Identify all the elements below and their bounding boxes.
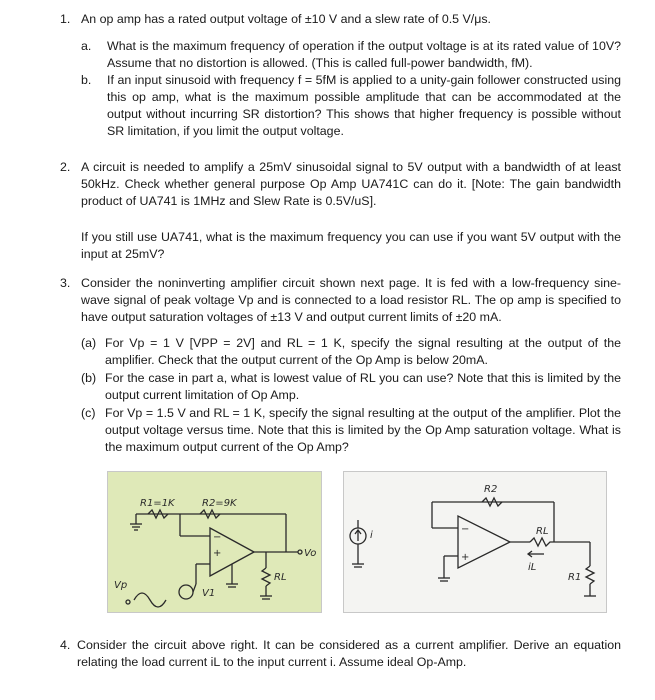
current-amplifier-diagram xyxy=(344,472,606,612)
v1-label: V1 xyxy=(202,588,216,599)
vo-label: Vo xyxy=(304,548,317,559)
r1-label: R1=1K xyxy=(140,498,175,509)
il-label: iL xyxy=(528,562,537,573)
question-number: 3. xyxy=(60,276,71,290)
question-number: 4. xyxy=(60,638,71,652)
r2-label: R2=9K xyxy=(202,498,237,509)
question-text: Consider the circuit above right. It can be considered as a current amplifier. Derive an equation relating the load current iL to the input current i. Assume ideal Op-Amp. xyxy=(77,638,621,669)
subquestion-label: a. xyxy=(81,39,92,53)
subquestion-text: For Vp = 1.5 V and RL = 1 K, specify the signal resulting at the output of the amplifier. Plot the output voltage versus time. Note that this is limited by the Op Amp saturation voltage. What is the maximum output current of the Op Amp? xyxy=(105,406,621,454)
plus-sign: + xyxy=(461,552,470,563)
noninverting-amplifier-figure xyxy=(107,471,322,613)
question-number: 2. xyxy=(60,160,71,174)
rl-label: RL xyxy=(274,572,287,583)
subquestion-text: If an input sinusoid with frequency f = 5fM is applied to a unity-gain follower constructed using this op amp, what is the maximum possible amplitude that can be accommodated at the output without incurring SR distortion? This shows that higher frequency is possible without SR limitation, if you limit the output voltage. xyxy=(107,73,621,138)
minus-sign: − xyxy=(213,532,222,543)
subquestion-label: b. xyxy=(81,73,92,87)
i-label: i xyxy=(370,530,373,541)
subquestion-label: (a) xyxy=(81,336,97,350)
r2-label: R2 xyxy=(484,484,498,495)
question-number: 1. xyxy=(60,12,71,26)
subquestion-text: For Vp = 1 V [VPP = 2V] and RL = 1 K, specify the signal resulting at the output of the amplifier. Check that the output current of the Op Amp is below 20mA. xyxy=(105,336,621,367)
minus-sign: − xyxy=(461,524,470,535)
question-text: An op amp has a rated output voltage of ±10 V and a slew rate of 0.5 V/μs. xyxy=(81,12,492,26)
subquestion-label: (b) xyxy=(81,371,97,385)
subquestion-label: (c) xyxy=(81,406,96,420)
question-text: A circuit is needed to amplify a 25mV sinusoidal signal to 5V output with a bandwidth of at least 50kHz. Check whether general purpose Op Amp UA741C can do it. [Note: The gain bandwidth product of UA741 is 1MHz and Slew Rate is 0.5V/uS]. xyxy=(81,160,621,208)
plus-sign: + xyxy=(213,548,222,559)
vp-label: Vp xyxy=(114,580,128,591)
question-1b xyxy=(81,72,621,142)
subquestion-text: For the case in part a, what is lowest value of RL you can use? Note that this is limited by the output current limitation of Op Amp. xyxy=(105,371,621,402)
rl-label: RL xyxy=(536,526,549,537)
current-amplifier-figure xyxy=(343,471,607,613)
question-text: Consider the noninverting amplifier circuit shown next page. It is fed with a low-frequency sine-wave signal of peak voltage Vp and is connected to a load resistor RL. The op amp is specified to have output saturation voltages of ±13 V and output current limits of ±20 mA. xyxy=(81,276,621,324)
r1-label: R1 xyxy=(568,572,582,583)
question-followup-text: If you still use UA741, what is the maximum frequency you can use if you want 5V output with the input at 25mV? xyxy=(81,230,621,261)
subquestion-text: What is the maximum frequency of operation if the output voltage is at its rated value of 10V? Assume that no distortion is allowed. (This is called full-power bandwidth, fM). xyxy=(107,39,621,70)
noninverting-circuit-diagram xyxy=(108,472,321,612)
